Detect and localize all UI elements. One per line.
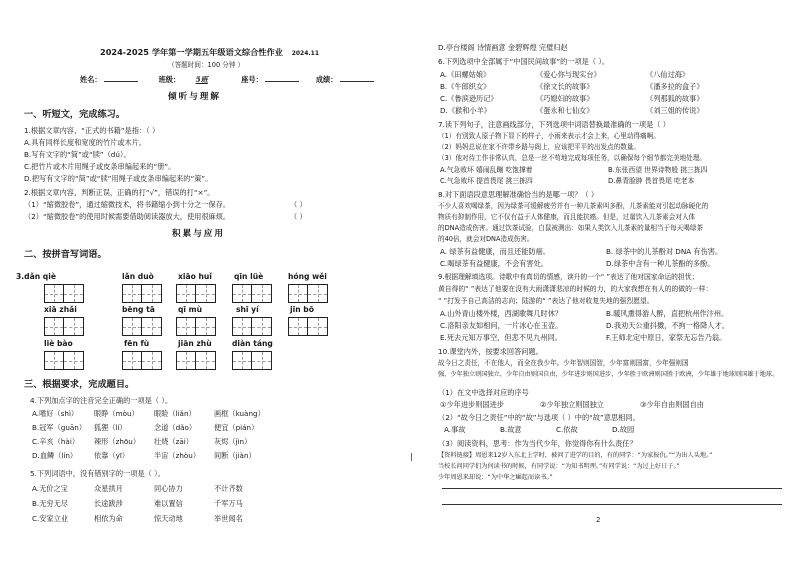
q8-stem: 8.对下面语段意思理解准确恰当的是哪一项？（ ） <box>438 190 599 199</box>
q6-option-row: A.《田螺姑娘》 《爱心你与现实台》 《八仙过海》 <box>440 70 690 79</box>
class-field[interactable]: 5班 <box>195 75 208 84</box>
pinyin-label: shī yí <box>236 305 259 314</box>
q6-option-row: D.《猴和小羊》 《蛋永和七仙女》 《刘三姐的传说》 <box>440 106 704 115</box>
q1-option-b: B.写有文字的“简”或“牍”（dú）。 <box>24 150 131 159</box>
pinyin-label: bēng tā <box>122 305 155 314</box>
writing-grid[interactable] <box>44 351 84 370</box>
writing-grid[interactable] <box>44 284 84 303</box>
q5-option-row: A.无价之宝 众星拱月 同心协力 不计齐数 <box>32 484 243 493</box>
right-page <box>418 0 794 561</box>
pinyin-label: diàn táng <box>232 339 273 348</box>
pinyin-label: xiā zhǎi <box>44 305 77 314</box>
page-divider: | <box>410 452 413 461</box>
page-number: 2 <box>596 516 601 524</box>
class-label: 班级： <box>158 75 181 84</box>
q7-sentence-3: （3）他对待工作非常认真，总是一丝不苟地完成每项任务，以确保每个细节都完美地处理。 <box>438 154 706 162</box>
pinyin-number: 3.dǎn qiè <box>16 272 56 281</box>
info-row <box>80 76 374 84</box>
writing-grid[interactable] <box>232 317 272 336</box>
pinyin-label: xiāo huǐ <box>178 272 212 281</box>
q10-sub-2-options: A.事故 B.故意 C.依故 D.故园 <box>444 425 635 434</box>
writing-grid[interactable] <box>288 317 328 336</box>
q10-sub-1-options: ①少年进步则国进步 ②少年独立则国独立 ③少年自由则国自由 <box>440 400 704 409</box>
q9-stem: 9.根据理解填选项。诗歌中有真切的情感，读升的一个“ ”表达了他对国家命运的担忧； <box>438 273 699 281</box>
pinyin-label: jīn bō <box>290 305 314 314</box>
q1-option-d: D.把写有文字的“简”或“牍”用绳子或皮条串编起来的“策”。 <box>24 174 213 183</box>
score-field[interactable] <box>340 81 374 82</box>
q10-material: 【资料链接】周恩来12岁入东北上学时，被问了进学的目的，有的同学：“为家报仇。”“为出人头地。” <box>438 452 713 459</box>
time-note: （答题时间：100 分钟 ） <box>168 61 245 69</box>
q10-stem: 10.课堂内外，按要求回答问题。 <box>438 347 543 356</box>
q7-stem: 7.读下列句子，注意画线部分，下列选项中词语替换最准确的一项是（ ） <box>438 120 670 129</box>
q6-stem: 6.下列选项中全部属于“中国民间故事”的一项是（ ）。 <box>438 57 610 66</box>
listen-heading: 倾听与理解 <box>168 92 221 102</box>
q4-stem: 4.下列加点字的注音完全正确的一项是（ ）。 <box>30 396 173 405</box>
q9-option-row: E.死去元知万事空，但悲不见九州同。 F.王师北定中原日，家祭无忘告乃翁。 <box>440 333 727 342</box>
pinyin-label: qīn lüè <box>234 272 264 281</box>
answer-line[interactable] <box>442 488 782 489</box>
writing-grid[interactable] <box>176 317 216 336</box>
writing-grid[interactable] <box>122 317 162 336</box>
q8-passage: 不少人喜欢喝绿茶，因为绿茶可缓解疲劳并有一种儿茶素叫多酚，儿茶素能对引起动脉硬化的 <box>438 202 709 210</box>
pinyin-label: lǎn duò <box>122 272 154 281</box>
q9-option-row: A.山外青山楼外楼，西湖歌舞几时休？ B.暖风熏得游人醉，直把杭州作汴州。 <box>440 309 729 318</box>
q8-option-row: A. 绿茶有益健康，而且还能防癌。 B. 绿茶中的儿茶酚对 DNA 有伤害。 <box>440 247 723 256</box>
name-label: 姓名： <box>80 75 102 84</box>
answer-line[interactable] <box>442 504 782 505</box>
seat-field[interactable] <box>265 81 299 82</box>
writing-grid[interactable] <box>288 284 328 303</box>
section-1-title: 一、听短文，完成练习。 <box>24 109 126 120</box>
q8-passage: 的40倍，就会对DNA造成伤害。 <box>438 235 534 243</box>
writing-grid[interactable] <box>232 284 272 303</box>
q7-option-row: C.气急败坏 提首畏尾 挑三拣四 D.鼻青脸肿 畏首畏尾 吃老本 <box>440 177 695 185</box>
q10-passage: 强，少年独立则国独立，少年自由则国自由，少年进步则国进步，少年胜于欧洲则国胜于欧洲，少年雄于地球则国雄于地球。 <box>438 371 779 378</box>
q9-line: “ ”打发予自己高洁的志向；陆游的“ ”表达了他对收复失地的强烈愿望。 <box>438 297 654 305</box>
pinyin-label: qī mù <box>178 305 203 314</box>
q9-option-row: C.洛阳亲友如相问，一片冰心在玉壶。 D.我劝天公重抖擞，不拘一格降人才。 <box>440 321 729 330</box>
q2-item-1-answer[interactable]: （ ） <box>290 200 307 209</box>
q10-material: 少年周恩来却说：“为中华之崛起而读书。” <box>438 474 553 481</box>
q8-passage: 物质有抑制作用，它不仅有益于人体健康，而且能抗癌。但是，过量饮入儿茶素会对人体 <box>438 213 696 221</box>
q2-stem: 2.根据文章内容，判断正误，正确的打“√”，错误的打“×”。 <box>24 188 215 197</box>
q1-stem: 1.根据文章内容，“正式的书籍”是指：（ ） <box>24 126 160 135</box>
page-title: 2024-2025 学年第一学期五年级语文综合性作业 2024.11 <box>100 47 320 57</box>
q8-option-row: C.喝绿茶有益健康，不会有害处。 D.绿茶中含有一种儿茶酚的多酚。 <box>440 259 715 268</box>
q4-option-row: B.冠军（guān） 狐狸（lí） 念道（dǎo） 便宜（pián） <box>32 423 259 432</box>
pinyin-label: hóng wěi <box>288 272 327 281</box>
q10-sub-1: （1）在文中选择对应的序号 <box>438 388 529 397</box>
name-field[interactable] <box>104 81 138 82</box>
q1-option-a: A.具有同样长度和宽度的竹片或木片。 <box>24 138 147 147</box>
q10-sub-2: （2）“故今日之责任”中的“故”与选项（ ）中的“故”意思相同。 <box>438 413 640 422</box>
seat-label: 座号： <box>241 75 263 84</box>
q10-passage: 故今日之责任，不在他人，而全在我少年。少年智则国智，少年富则国富，少年强则国 <box>438 359 689 367</box>
pinyin-label: fēn fù <box>124 339 150 348</box>
q9-line: 黄自得的“ ”表达了他要在没有大雨潇潇悲凉的时候的力，的大家我想在有人的的做的一样： <box>438 285 713 293</box>
q2-item-1: （1）“缩微胶卷”，通过缩微技术，将书籍缩小到十分之一保存。 <box>24 200 231 209</box>
writing-grid[interactable] <box>44 317 84 336</box>
q5-option-row: C.安家立业 相依为命 惊天动地 举世闻名 <box>32 514 243 523</box>
q5-option-d: D.亭台楼阁 诗情画意 金碧辉煌 完璧归赵 <box>438 43 568 52</box>
writing-grid[interactable] <box>122 351 162 370</box>
q7-option-row: A.气急败坏 嬉闹乱蹦 吃饱撑着 B.东张西望 世界诗物般 挑三拣四 <box>440 166 708 174</box>
q10-material: 当校长问同学们为何读书的时候，有同学说：“为知书明理。”有同学说：“为过上好日子。” <box>438 463 680 470</box>
q5-option-row: B.无穷无尽 长途跋涉 难以置信 千军万马 <box>32 499 243 508</box>
accum-heading: 积累与应用 <box>172 229 225 239</box>
score-label: 成绩： <box>315 75 338 84</box>
q4-option-row: D.血鳞（lín） 依靠（yī） 半宙（zhòu） 间断（jiàn） <box>32 451 256 460</box>
pinyin-label: liè bào <box>44 339 73 348</box>
q8-passage: 的DNA造成伤害。通过饮茶试验，白鼠被测出：如果人类饮入儿茶素的量相当于每天喝绿茶 <box>438 224 704 232</box>
writing-grid[interactable] <box>122 284 162 303</box>
header-date: 2024.11 <box>291 50 320 57</box>
q5-stem: 5.下列词语中，没有错别字的一项是（ ）。 <box>30 469 165 478</box>
writing-grid[interactable] <box>232 351 272 370</box>
q1-option-c: C.把竹片或木片用绳子或皮条串编起来的“册”。 <box>24 162 176 171</box>
pinyin-label: jiān zhù <box>178 339 212 348</box>
q7-sentence-2: （2）妈妈总说在家不许带乡路与阁上，应该把平平的出发点的数量。 <box>438 143 641 151</box>
q4-option-row: A.嗜好（shì） 眼睁（mòu） 眼睑（liǎn） 画框（kuàng） <box>32 409 265 418</box>
section-3-title: 三、根据要求，完成题目。 <box>24 379 135 390</box>
q10-sub-3: （3）阅读资料，思考：作为当代少年，你觉得你有什么责任？ <box>438 439 637 448</box>
q2-item-2: （2）“缩微胶卷”的使用时候需要借助阅读器放大，使用很麻烦。 <box>24 212 231 221</box>
q6-option-row: C.《鲁滨逊历记》 《巧媳妇的故事》 《列那狐的故事》 <box>440 94 704 103</box>
q7-sentence-1: （1）有别致人原子物下显下的样子，小雨来表示才会上来，心里动得痛啊。 <box>438 132 660 140</box>
q4-option-row: C.辛亥（hài） 辣形（zhōu） 壮烧（zāi） 灰烬（jìn） <box>32 437 252 446</box>
q6-option-row: B.《牛郎织女》 《徐文长的故事》 《潘多拉的盒子》 <box>440 82 704 91</box>
section-2-title: 二、按拼音写词语。 <box>24 249 107 260</box>
writing-grid[interactable] <box>176 284 216 303</box>
writing-grid[interactable] <box>176 351 216 370</box>
q2-item-2-answer[interactable]: （ ） <box>290 212 307 221</box>
